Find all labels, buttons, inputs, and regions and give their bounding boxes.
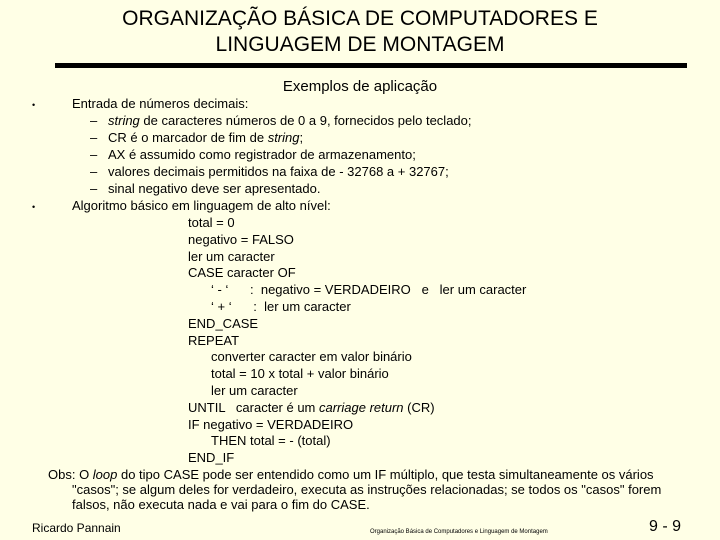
title-divider — [55, 63, 687, 68]
code-line-10: total = 10 x total + valor binário — [211, 366, 389, 381]
code-line-13: IF negativo = VERDADEIRO — [188, 417, 354, 432]
dash-marker-4: – — [90, 164, 98, 179]
code-line-12 — [188, 400, 435, 416]
obs-post: do tipo CASE pode ser entendido como um IF múltiplo, que testa simultaneamente os vários "casos"; se algum deles for verdadeiro, executa as instruções relacionadas; se todos os "casos" forem falsos, não executa nada e vai para o fim do CASE. — [72, 467, 662, 512]
slide-title — [0, 6, 720, 58]
code-line-5: ‘ - ‘ : negativo = VERDADEIRO e ler um caracter — [211, 282, 527, 297]
dash-marker-3: – — [90, 147, 98, 162]
observation-note — [48, 467, 688, 512]
dash-marker-2: – — [90, 130, 98, 145]
code-line-3: ler um caracter — [188, 249, 275, 264]
sub-item-2 — [108, 130, 303, 146]
code-line-12-emphasis: carriage return — [319, 400, 404, 415]
sub-item-2-emphasis: string — [267, 130, 300, 145]
code-line-4: CASE caracter OF — [188, 265, 296, 280]
title-line-2: LINGUAGEM DE MONTAGEM — [215, 33, 505, 56]
code-line-6: ‘ + ‘ : ler um caracter — [211, 299, 351, 314]
bullet-marker-2: • — [32, 202, 36, 212]
code-line-12-post: (CR) — [403, 400, 435, 415]
dash-marker-1: – — [90, 113, 98, 128]
title-line-1: ORGANIZAÇÃO BÁSICA DE COMPUTADORES E — [122, 7, 598, 30]
obs-emphasis: loop — [92, 467, 118, 482]
obs-pre: Obs: O — [48, 467, 93, 482]
code-line-8: REPEAT — [188, 333, 240, 348]
sub-item-1-rest: de caracteres números de 0 a 9, fornecidos pelo teclado; — [139, 113, 472, 128]
sub-item-2-pre: CR é o marcador de fim de — [108, 130, 268, 145]
code-line-15: END_IF — [188, 450, 235, 465]
footer-page-number: 9 - 9 — [649, 518, 682, 535]
footer-author: Ricardo Pannain — [32, 521, 121, 535]
sub-item-1 — [108, 113, 472, 129]
slide-subtitle: Exemplos de aplicação — [282, 78, 438, 95]
code-line-14: THEN total = - (total) — [211, 433, 331, 448]
bullet-2-text: Algoritmo básico em linguagem de alto nível: — [72, 198, 331, 213]
code-line-11: ler um caracter — [211, 383, 298, 398]
footer-course: Organização Básica de Computadores e Linguagem de Montagem — [370, 529, 548, 535]
sub-item-3: AX é assumido como registrador de armazenamento; — [108, 147, 416, 162]
sub-item-1-emphasis: string — [108, 113, 140, 128]
code-line-9: converter caracter em valor binário — [211, 349, 412, 364]
bullet-marker-1: • — [32, 100, 36, 110]
code-line-7: END_CASE — [188, 316, 259, 331]
sub-item-4: valores decimais permitidos na faixa de - 32768 a + 32767; — [108, 164, 449, 179]
code-line-2: negativo = FALSO — [188, 232, 294, 247]
dash-marker-5: – — [90, 181, 98, 196]
sub-item-2-post: ; — [299, 130, 304, 145]
code-line-1: total = 0 — [188, 215, 235, 230]
bullet-1-text: Entrada de números decimais: — [72, 96, 249, 111]
sub-item-5: sinal negativo deve ser apresentado. — [108, 181, 321, 196]
code-line-12-pre: UNTIL caracter é um — [188, 400, 319, 415]
